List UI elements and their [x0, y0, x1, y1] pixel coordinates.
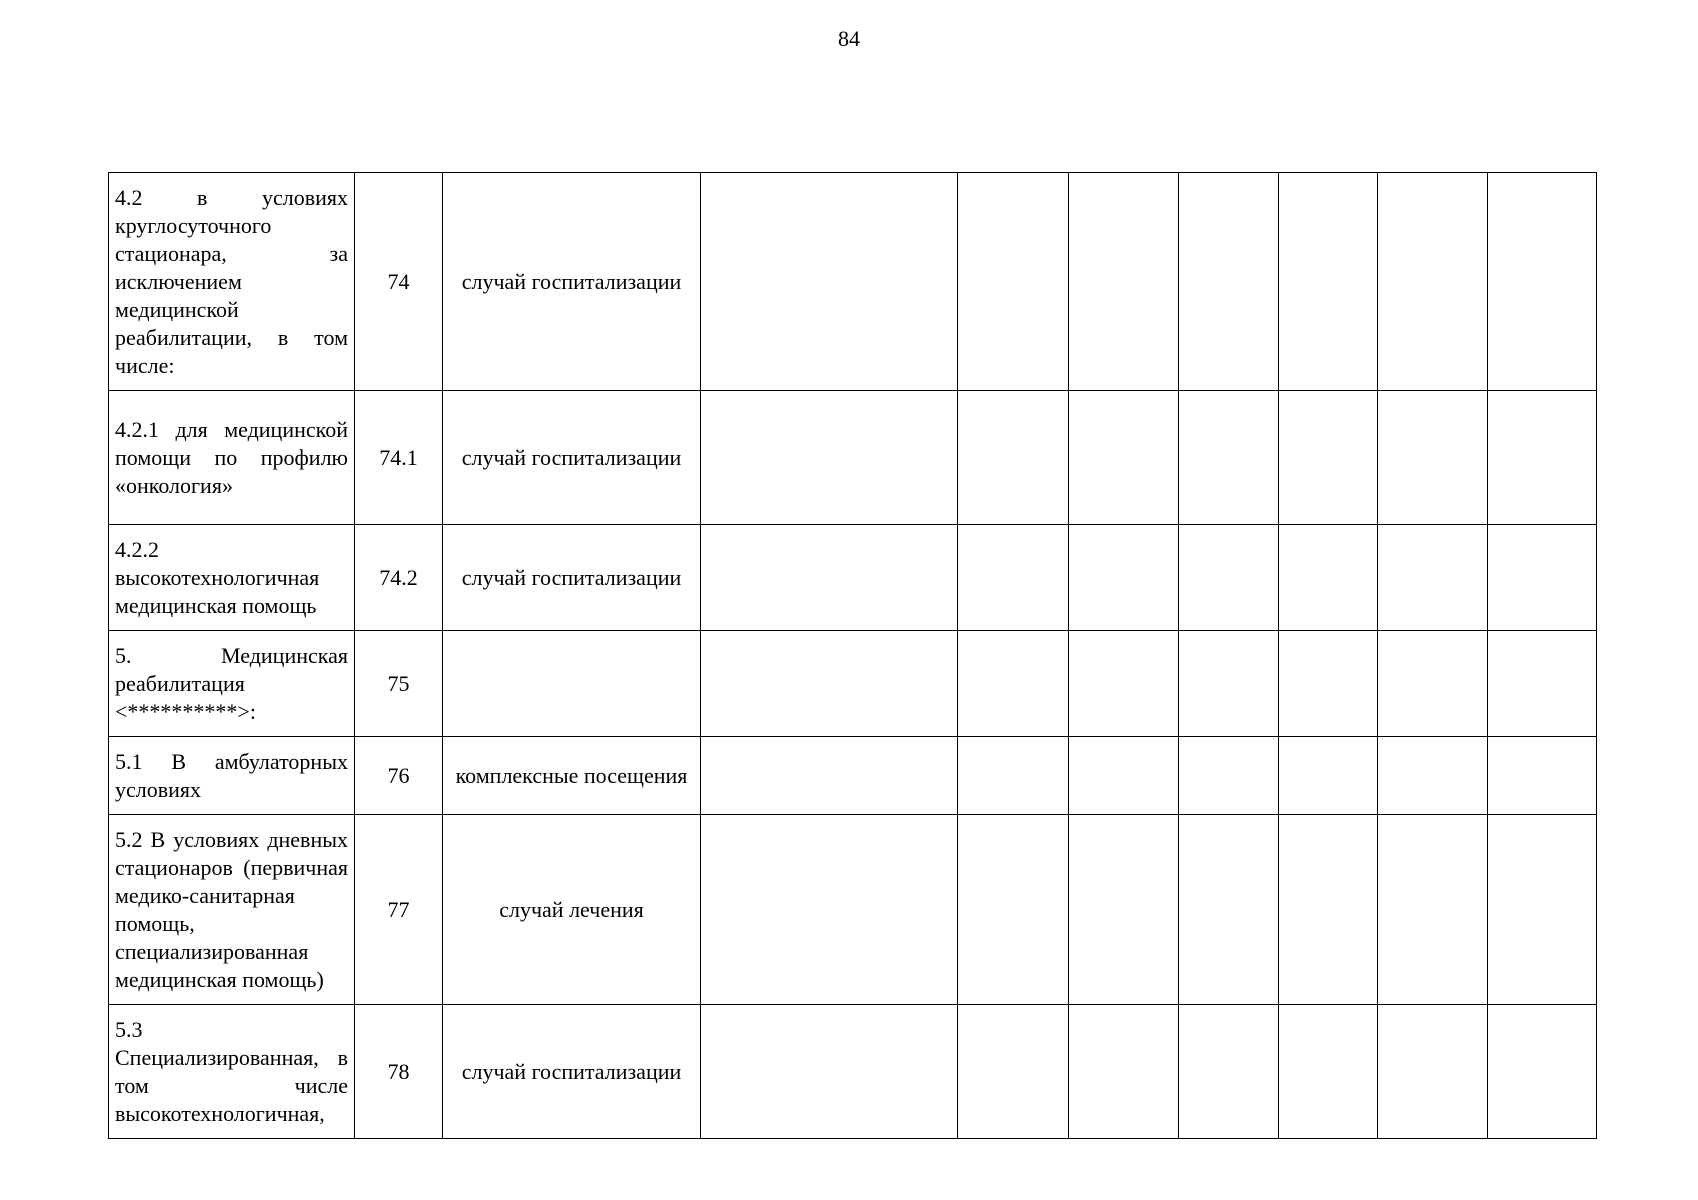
empty-cell — [1488, 737, 1597, 815]
empty-cell — [1378, 631, 1488, 737]
empty-cell — [1279, 815, 1378, 1005]
empty-cell — [958, 173, 1069, 391]
empty-cell — [1069, 737, 1179, 815]
empty-cell — [1069, 631, 1179, 737]
row-name-cell: 4.2.2 высокотехнологичная медицинская помощь — [109, 525, 355, 631]
row-unit-cell: случай госпитализации — [443, 391, 701, 525]
empty-cell — [701, 815, 958, 1005]
empty-cell — [1179, 391, 1279, 525]
row-name-cell: 5.2 В условиях дневных стационаров (первичная медико-санитарная помощь, специализированная медицинская помощь) — [109, 815, 355, 1005]
empty-cell — [1488, 815, 1597, 1005]
table-row — [109, 525, 1597, 631]
row-number-cell: 78 — [355, 1005, 443, 1139]
empty-cell — [1488, 1005, 1597, 1139]
empty-cell — [1279, 631, 1378, 737]
row-name-cell: 5. Медицинская реабилитация <**********>: — [109, 631, 355, 737]
empty-cell — [958, 815, 1069, 1005]
empty-cell — [1179, 1005, 1279, 1139]
empty-cell — [701, 631, 958, 737]
empty-cell — [958, 391, 1069, 525]
empty-cell — [1179, 815, 1279, 1005]
empty-cell — [1069, 391, 1179, 525]
row-unit-cell: случай госпитализации — [443, 525, 701, 631]
table-row — [109, 737, 1597, 815]
empty-cell — [1279, 525, 1378, 631]
table-row — [109, 1005, 1597, 1139]
empty-cell — [1179, 525, 1279, 631]
empty-cell — [1378, 391, 1488, 525]
empty-cell — [1488, 173, 1597, 391]
table-row — [109, 391, 1597, 525]
empty-cell — [958, 1005, 1069, 1139]
empty-cell — [958, 737, 1069, 815]
empty-cell — [1488, 391, 1597, 525]
empty-cell — [1279, 1005, 1378, 1139]
row-number-cell: 74 — [355, 173, 443, 391]
empty-cell — [701, 1005, 958, 1139]
row-unit-cell: случай госпитализации — [443, 173, 701, 391]
row-unit-cell: случай лечения — [443, 815, 701, 1005]
empty-cell — [1069, 1005, 1179, 1139]
row-unit-cell: комплексные посещения — [443, 737, 701, 815]
empty-cell — [701, 173, 958, 391]
empty-cell — [1378, 815, 1488, 1005]
empty-cell — [1488, 525, 1597, 631]
empty-cell — [958, 525, 1069, 631]
table-row — [109, 815, 1597, 1005]
empty-cell — [1488, 631, 1597, 737]
empty-cell — [1279, 737, 1378, 815]
row-name-cell: 4.2.1 для медицинской помощи по профилю «онкология» — [109, 391, 355, 525]
row-number-cell: 75 — [355, 631, 443, 737]
row-unit-cell — [443, 631, 701, 737]
empty-cell — [1378, 1005, 1488, 1139]
empty-cell — [1179, 737, 1279, 815]
empty-cell — [1179, 173, 1279, 391]
empty-cell — [1378, 173, 1488, 391]
empty-cell — [1179, 631, 1279, 737]
empty-cell — [1279, 391, 1378, 525]
empty-cell — [701, 525, 958, 631]
row-name-cell: 4.2 в условиях круглосуточного стационара, за исключением медицинской реабилитации, в том числе: — [109, 173, 355, 391]
empty-cell — [1378, 525, 1488, 631]
row-name-cell: 5.1 В амбулаторных условиях — [109, 737, 355, 815]
empty-cell — [1279, 173, 1378, 391]
table-row — [109, 631, 1597, 737]
row-name-cell: 5.3 Специализированная, в том числе высокотехнологичная, — [109, 1005, 355, 1139]
empty-cell — [1069, 815, 1179, 1005]
row-number-cell: 77 — [355, 815, 443, 1005]
empty-cell — [1069, 525, 1179, 631]
empty-cell — [701, 737, 958, 815]
row-number-cell: 74.1 — [355, 391, 443, 525]
empty-cell — [1069, 173, 1179, 391]
page-number: 84 — [838, 26, 860, 51]
table-row — [109, 173, 1597, 391]
empty-cell — [701, 391, 958, 525]
data-table — [108, 172, 1597, 1139]
empty-cell — [1378, 737, 1488, 815]
row-unit-cell: случай госпитализации — [443, 1005, 701, 1139]
empty-cell — [958, 631, 1069, 737]
row-number-cell: 76 — [355, 737, 443, 815]
row-number-cell: 74.2 — [355, 525, 443, 631]
